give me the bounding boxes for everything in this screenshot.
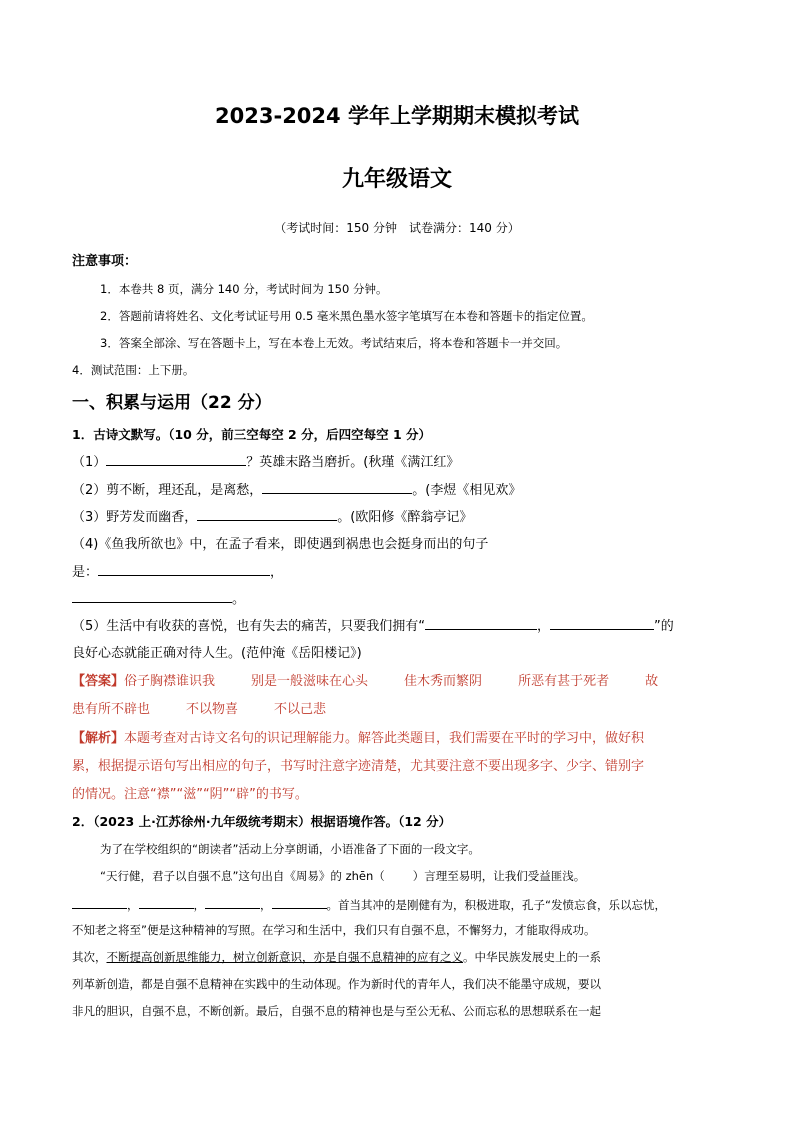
q2-para-3: ， ， ， 。首当其冲的是刚健有为，积极进取，孔子“发愤忘食，乐以忘忧， [72, 895, 666, 913]
q1-analysis-line-1 [72, 727, 644, 746]
q2-blank-2[interactable] [139, 895, 194, 909]
q1-blank-3[interactable] [197, 507, 337, 521]
analysis-tag: 【解析】 [72, 731, 125, 746]
note-item-4: 4．测试范围：上下册。 [72, 363, 195, 377]
q2-para-1: 为了在学校组织的“朗读者”活动上分享朗诵，小语准备了下面的一段文字。 [100, 842, 480, 856]
q1-answer-line-1 [72, 670, 658, 689]
q1-line-4c [72, 588, 245, 607]
q1-analysis-line-3: 的情况。注意“襟”“滋”“阴”“辟”的书写。 [72, 787, 308, 802]
q2-stem: 2．（2023 上·江苏徐州·九年级统考期末）根据语境作答。（12 分） [72, 814, 452, 829]
q1-l2-post: 。(李煜《相见欢》 [412, 483, 522, 498]
note-item-1: 1．本卷共 8 页，满分 140 分，考试时间为 150 分钟。 [100, 282, 388, 296]
q1-line-2 [72, 479, 521, 498]
q1-l3-pre: （3）野芳发而幽香， [72, 510, 198, 525]
q1-l2-pre: （2）剪不断，理还乱，是离愁， [72, 483, 263, 498]
answer-6: 患有所不辟也 [72, 702, 151, 717]
q1-l1-post: ？英雄末路当磨折。(秋瑾《满江红》 [246, 455, 460, 470]
q2-para-2 [100, 868, 585, 884]
answer-2: 别是一般滋味在心头 [251, 674, 369, 689]
q2-p3-post: 。首当其冲的是刚健有为，积极进取，孔子“发愤忘食，乐以忘忧， [326, 898, 666, 912]
q2-p5-pre: 其次， [72, 950, 107, 964]
answer-8: 不以己悲 [274, 702, 327, 717]
answer-tag: 【答案】 [72, 674, 125, 689]
q2-blank-4[interactable] [272, 895, 327, 909]
q2-blank-1[interactable] [72, 895, 127, 909]
q2-para-6: 列革新创造，都是自强不息精神在实践中的生动体现。作为新时代的青年人，我们决不能墨守成规，要以 [72, 977, 601, 991]
q2-p2-pre: “天行健，君子以自强不息”这句出自《周易》的 zhēn（ [100, 869, 385, 883]
q1-blank-2[interactable] [262, 480, 412, 494]
q1-answer-line-2 [72, 698, 326, 717]
q1-blank-4[interactable] [98, 562, 270, 576]
q1-line-1 [72, 451, 459, 470]
answer-4: 所恶有甚于死者 [518, 674, 610, 689]
note-item-2: 2．答题前请将姓名、文化考试证号用 0.5 毫米黑色墨水签字笔填写在本卷和答题卡的指定位置。 [100, 309, 593, 323]
exam-subtitle: 九年级语文 [341, 167, 452, 192]
note-item-3: 3．答案全部涂、写在答题卡上，写在本卷上无效。考试结束后，将本卷和答题卡一并交回。 [100, 336, 568, 350]
q1-l4b-pre: 是： [72, 565, 99, 580]
q2-p2-post: ）言理至易明，让我们受益匪浅。 [412, 869, 586, 883]
q1-line-3 [72, 506, 472, 525]
analysis-text-1: 本题考查对古诗文名句的识记理解能力。解答此类题目，我们需要在平时的学习中，做好积 [124, 731, 645, 746]
exam-title: 2023-2024 学年上学期期末模拟考试 [215, 104, 579, 128]
q1-blank-6[interactable] [425, 616, 537, 630]
q1-l4c-post: 。 [232, 592, 246, 607]
q1-blank-5[interactable] [72, 589, 232, 603]
q2-p5-post: 。中华民族发展史上的一系 [463, 950, 601, 964]
q1-stem: 1．古诗文默写。（10 分，前三空每空 2 分，后四空每空 1 分） [72, 427, 431, 442]
q2-para-4: 不知老之将至”便是这种精神的写照。在学习和生活中，我们只有自强不息，不懈努力，才能取得成功。 [72, 923, 596, 937]
answer-1: 俗子胸襟谁识我 [124, 674, 216, 689]
q1-l4b-post: ， [270, 565, 284, 580]
section-1-title: 一、积累与运用（22 分） [72, 393, 272, 413]
q1-l5a-post: ”的 [654, 619, 674, 634]
q1-line-5b: 良好心态就能正确对待人生。(范仲淹《岳阳楼记》) [72, 646, 362, 661]
q1-line-4b [72, 561, 283, 580]
q2-para-7: 非凡的胆识，自强不息，不断创新。最后，自强不息的精神也是与至公无私、公而忘私的思想联系在一起 [72, 1004, 601, 1018]
answer-3: 佳木秀而繁阴 [404, 674, 483, 689]
q1-line-5a [72, 615, 674, 634]
q1-analysis-line-2: 累，根据提示语句写出相应的句子，书写时注意字迹清楚，尤其要注意不要出现多字、少字、错别字 [72, 759, 645, 774]
q2-para-5 [72, 949, 601, 965]
q2-blank-3[interactable] [205, 895, 260, 909]
q1-line-4a: （4)《鱼我所欲也》中，在孟子看来，即使遇到祸患也会挺身而出的句子 [72, 537, 489, 552]
answer-5: 故 [645, 674, 659, 689]
q1-l3-post: 。(欧阳修《醉翁亭记》 [337, 510, 473, 525]
q1-blank-1[interactable] [106, 452, 246, 466]
answer-7: 不以物喜 [186, 702, 239, 717]
exam-info: （考试时间：150 分钟 试卷满分：140 分） [274, 221, 520, 235]
q2-underlined-sentence: 不断提高创新思维能力，树立创新意识，亦是自强不息精神的应有之义 [106, 950, 463, 964]
q1-l5a-mid: ， [537, 619, 551, 634]
q1-blank-7[interactable] [550, 616, 654, 630]
q1-l5a-pre: （5）生活中有收获的喜悦，也有失去的痛苦，只要我们拥有“ [72, 619, 426, 634]
q1-l1-pre: （1） [72, 455, 107, 470]
notes-heading: 注意事项： [72, 254, 138, 269]
